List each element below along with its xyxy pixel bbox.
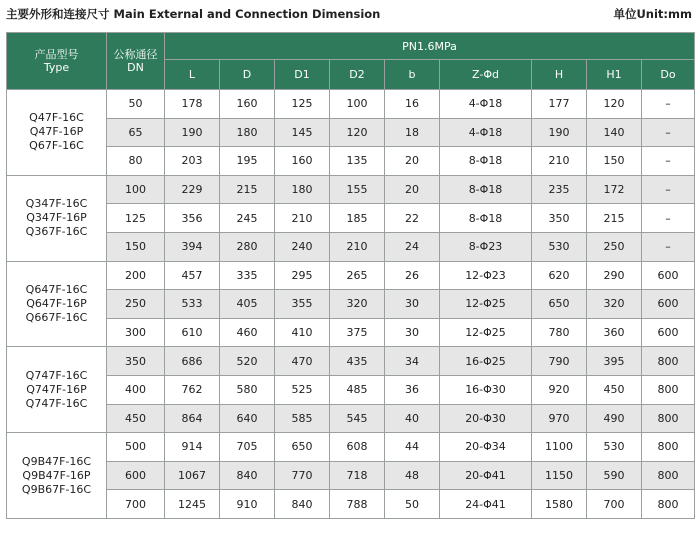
value-cell: 210 [532, 147, 587, 176]
value-cell: 180 [275, 175, 330, 204]
value-cell: 970 [532, 404, 587, 433]
value-cell: 295 [275, 261, 330, 290]
value-cell: 525 [275, 375, 330, 404]
value-cell: 215 [220, 175, 275, 204]
value-cell: 18 [385, 118, 440, 147]
value-cell: – [642, 118, 695, 147]
value-cell: 36 [385, 375, 440, 404]
value-cell: 177 [532, 90, 587, 119]
table-row [7, 490, 695, 519]
unit-label: 单位Unit:mm [613, 7, 692, 21]
value-cell: 50 [385, 490, 440, 519]
table-row [7, 433, 695, 462]
value-cell: 16-Φ25 [440, 347, 532, 376]
value-cell: 210 [275, 204, 330, 233]
model-name: Q67F-16C [29, 139, 84, 153]
value-cell: 150 [587, 147, 642, 176]
model-group [7, 261, 107, 347]
value-cell: 22 [385, 204, 440, 233]
value-cell: 20 [385, 175, 440, 204]
model-group [7, 175, 107, 261]
value-cell: 800 [642, 404, 695, 433]
value-cell: 48 [385, 461, 440, 490]
value-cell: 120 [587, 90, 642, 119]
column-header: D2 [330, 60, 385, 90]
table-row [7, 404, 695, 433]
value-cell: 650 [275, 433, 330, 462]
value-cell: 485 [330, 375, 385, 404]
table-row [7, 232, 695, 261]
value-cell: 620 [532, 261, 587, 290]
table-row [7, 118, 695, 147]
value-cell: 530 [532, 232, 587, 261]
value-cell: 686 [165, 347, 220, 376]
value-cell: 20 [385, 147, 440, 176]
value-cell: 290 [587, 261, 642, 290]
model-name: Q647F-16C [25, 282, 88, 296]
value-cell: 395 [587, 347, 642, 376]
value-cell: 265 [330, 261, 385, 290]
value-cell: 44 [385, 433, 440, 462]
value-cell: 160 [275, 147, 330, 176]
value-cell: 650 [532, 290, 587, 319]
value-cell: 800 [642, 490, 695, 519]
value-cell: 4-Φ18 [440, 90, 532, 119]
value-cell: 520 [220, 347, 275, 376]
dn-cell: 150 [107, 232, 165, 261]
dn-cell: 80 [107, 147, 165, 176]
value-cell: 800 [642, 347, 695, 376]
value-cell: 30 [385, 290, 440, 319]
value-cell: 8-Φ18 [440, 175, 532, 204]
dn-cell: 200 [107, 261, 165, 290]
value-cell: 12-Φ25 [440, 318, 532, 347]
value-cell: 356 [165, 204, 220, 233]
column-header: D [220, 60, 275, 90]
header-type-cn: 产品型号 [34, 48, 79, 61]
value-cell: 172 [587, 175, 642, 204]
value-cell: 215 [587, 204, 642, 233]
model-name: Q47F-16C [29, 111, 84, 125]
value-cell: 910 [220, 490, 275, 519]
page-title: 主要外形和连接尺寸 Main External and Connection Dimension [6, 7, 381, 21]
model-group [7, 433, 107, 519]
model-name: Q747F-16C [25, 368, 88, 382]
value-cell: 180 [220, 118, 275, 147]
model-name: Q347F-16C [25, 197, 88, 211]
value-cell: 12-Φ23 [440, 261, 532, 290]
value-cell: 26 [385, 261, 440, 290]
model-name: Q9B47F-16C [21, 454, 92, 468]
value-cell: 245 [220, 204, 275, 233]
value-cell: 610 [165, 318, 220, 347]
table-row [7, 290, 695, 319]
table-row [7, 147, 695, 176]
value-cell: 435 [330, 347, 385, 376]
value-cell: 229 [165, 175, 220, 204]
value-cell: 600 [642, 318, 695, 347]
value-cell: 490 [587, 404, 642, 433]
value-cell: – [642, 90, 695, 119]
value-cell: 394 [165, 232, 220, 261]
value-cell: 20-Φ34 [440, 433, 532, 462]
header-pressure: PN1.6MPa [165, 33, 695, 60]
model-name: Q667F-16C [25, 310, 88, 324]
value-cell: 280 [220, 232, 275, 261]
table-row [7, 461, 695, 490]
model-name: Q747F-16C [25, 396, 88, 410]
header-dn [107, 33, 165, 90]
dn-cell: 700 [107, 490, 165, 519]
value-cell: 8-Φ23 [440, 232, 532, 261]
value-cell: 8-Φ18 [440, 147, 532, 176]
value-cell: 705 [220, 433, 275, 462]
value-cell: 580 [220, 375, 275, 404]
column-header: H1 [587, 60, 642, 90]
value-cell: 24 [385, 232, 440, 261]
column-header: b [385, 60, 440, 90]
value-cell: 780 [532, 318, 587, 347]
value-cell: 640 [220, 404, 275, 433]
value-cell: 320 [587, 290, 642, 319]
model-group [7, 347, 107, 433]
value-cell: 600 [642, 261, 695, 290]
value-cell: 762 [165, 375, 220, 404]
value-cell: 530 [587, 433, 642, 462]
value-cell: 24-Φ41 [440, 490, 532, 519]
value-cell: 30 [385, 318, 440, 347]
value-cell: 190 [532, 118, 587, 147]
value-cell: 770 [275, 461, 330, 490]
value-cell: 608 [330, 433, 385, 462]
dn-cell: 500 [107, 433, 165, 462]
table-row [7, 347, 695, 376]
value-cell: 788 [330, 490, 385, 519]
value-cell: 1245 [165, 490, 220, 519]
value-cell: 320 [330, 290, 385, 319]
value-cell: 145 [275, 118, 330, 147]
dn-cell: 250 [107, 290, 165, 319]
dn-cell: 600 [107, 461, 165, 490]
column-header: D1 [275, 60, 330, 90]
value-cell: 235 [532, 175, 587, 204]
value-cell: 864 [165, 404, 220, 433]
value-cell: 914 [165, 433, 220, 462]
table-row [7, 318, 695, 347]
value-cell: – [642, 175, 695, 204]
value-cell: 1100 [532, 433, 587, 462]
value-cell: 16-Φ30 [440, 375, 532, 404]
dn-cell: 50 [107, 90, 165, 119]
value-cell: 195 [220, 147, 275, 176]
model-name: Q47F-16P [29, 125, 84, 139]
value-cell: – [642, 147, 695, 176]
dn-cell: 125 [107, 204, 165, 233]
value-cell: 250 [587, 232, 642, 261]
value-cell: 360 [587, 318, 642, 347]
table-row [7, 375, 695, 404]
value-cell: 185 [330, 204, 385, 233]
model-name: Q367F-16C [25, 225, 88, 239]
value-cell: 20-Φ41 [440, 461, 532, 490]
value-cell: 460 [220, 318, 275, 347]
value-cell: 135 [330, 147, 385, 176]
value-cell: 350 [532, 204, 587, 233]
value-cell: 1067 [165, 461, 220, 490]
value-cell: 470 [275, 347, 330, 376]
value-cell: 410 [275, 318, 330, 347]
model-name: Q347F-16P [26, 211, 87, 225]
column-header: H [532, 60, 587, 90]
model-name: Q9B67F-16C [21, 482, 92, 496]
column-header: L [165, 60, 220, 90]
value-cell: 120 [330, 118, 385, 147]
table-row [7, 204, 695, 233]
header-type-en: Type [43, 61, 70, 74]
value-cell: 375 [330, 318, 385, 347]
value-cell: 4-Φ18 [440, 118, 532, 147]
value-cell: 240 [275, 232, 330, 261]
value-cell: 125 [275, 90, 330, 119]
dn-cell: 350 [107, 347, 165, 376]
value-cell: 800 [642, 461, 695, 490]
header-type [7, 33, 107, 90]
dn-cell: 400 [107, 375, 165, 404]
value-cell: 457 [165, 261, 220, 290]
value-cell: 140 [587, 118, 642, 147]
column-header: Z-Φd [440, 60, 532, 90]
value-cell: 210 [330, 232, 385, 261]
value-cell: 1150 [532, 461, 587, 490]
dn-cell: 300 [107, 318, 165, 347]
value-cell: 840 [275, 490, 330, 519]
value-cell: 100 [330, 90, 385, 119]
value-cell: 590 [587, 461, 642, 490]
value-cell: 335 [220, 261, 275, 290]
value-cell: 203 [165, 147, 220, 176]
dn-cell: 65 [107, 118, 165, 147]
value-cell: 20-Φ30 [440, 404, 532, 433]
value-cell: 790 [532, 347, 587, 376]
model-name: Q647F-16P [26, 296, 87, 310]
value-cell: 34 [385, 347, 440, 376]
model-name: Q747F-16P [26, 382, 87, 396]
table-row [7, 261, 695, 290]
value-cell: 600 [642, 290, 695, 319]
value-cell: 8-Φ18 [440, 204, 532, 233]
value-cell: 700 [587, 490, 642, 519]
value-cell: 190 [165, 118, 220, 147]
table-row [7, 90, 695, 119]
value-cell: 800 [642, 433, 695, 462]
value-cell: 920 [532, 375, 587, 404]
model-name: Q9B47F-16P [22, 468, 91, 482]
value-cell: 40 [385, 404, 440, 433]
table-row [7, 175, 695, 204]
column-header: Do [642, 60, 695, 90]
value-cell: 355 [275, 290, 330, 319]
dn-cell: 100 [107, 175, 165, 204]
value-cell: 718 [330, 461, 385, 490]
dn-cell: 450 [107, 404, 165, 433]
value-cell: 585 [275, 404, 330, 433]
value-cell: 450 [587, 375, 642, 404]
model-group [7, 90, 107, 176]
header-dn-en: DN [127, 61, 144, 74]
value-cell: 405 [220, 290, 275, 319]
value-cell: 800 [642, 375, 695, 404]
value-cell: – [642, 232, 695, 261]
dimension-table [6, 32, 695, 519]
value-cell: 178 [165, 90, 220, 119]
value-cell: – [642, 204, 695, 233]
value-cell: 840 [220, 461, 275, 490]
value-cell: 160 [220, 90, 275, 119]
value-cell: 16 [385, 90, 440, 119]
value-cell: 533 [165, 290, 220, 319]
value-cell: 545 [330, 404, 385, 433]
header-dn-cn: 公称通径 [113, 48, 158, 61]
value-cell: 1580 [532, 490, 587, 519]
value-cell: 12-Φ25 [440, 290, 532, 319]
value-cell: 155 [330, 175, 385, 204]
